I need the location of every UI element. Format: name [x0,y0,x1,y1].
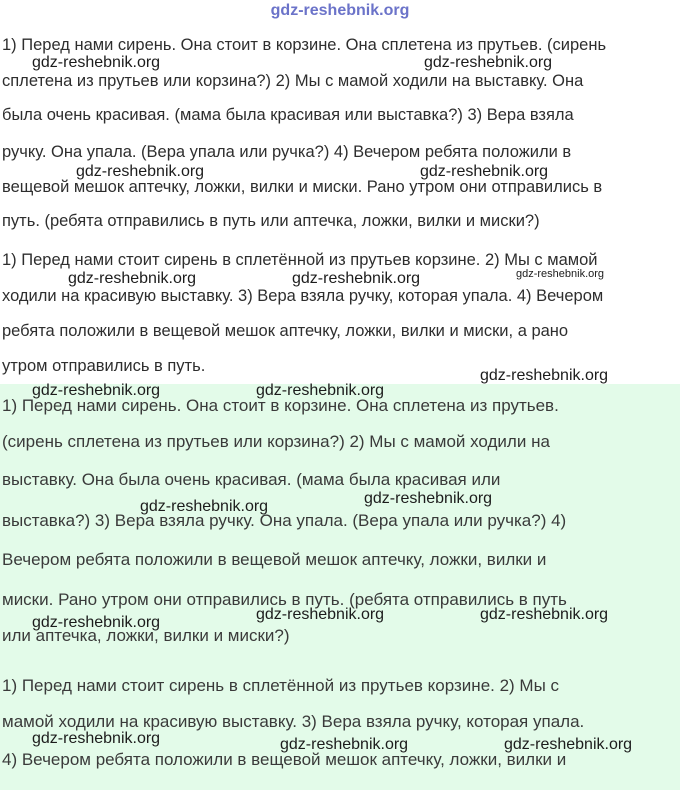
text-line: выставку. Она была очень красивая. (мама была красивая или [2,470,501,489]
text-line: 1) Перед нами сирень. Она стоит в корзине. Она сплетена из прутьев. (сирень [2,36,607,54]
text-line: путь. (ребята отправились в путь или аптечка, ложки, вилки и миски?) [2,212,540,230]
watermark: gdz-reshebnik.org [424,54,553,71]
watermark: gdz-reshebnik.org [68,270,197,287]
text-line: Вечером ребята положили в вещевой мешок аптечку, ложки, вилки и [2,550,547,569]
watermark: gdz-reshebnik.org [140,498,269,515]
watermark: gdz-reshebnik.org [420,163,549,180]
text-line: ручку. Она упала. (Вера упала или ручка?) 4) Вечером ребята положили в [2,143,572,161]
text-line: вещевой мешок аптечку, ложки, вилки и миски. Рано утром они отправились в [2,178,603,196]
watermark: gdz-reshebnik.org [32,730,161,747]
watermark: gdz-reshebnik.org [76,163,205,180]
watermark: gdz-reshebnik.org [32,382,161,399]
watermark: gdz-reshebnik.org [292,270,421,287]
site-header [0,0,680,26]
watermark: gdz-reshebnik.org [480,367,609,384]
watermark: gdz-reshebnik.org [32,614,161,631]
text-line: утром отправились в путь. [2,357,206,375]
text-line: сплетена из прутьев или корзина?) 2) Мы с мамой ходили на выставку. Она [2,72,584,90]
site-title[interactable]: gdz-reshebnik.org [270,2,410,19]
text-line: или аптечка, ложки, вилки и миски?) [2,626,290,645]
watermark: gdz-reshebnik.org [256,606,385,623]
watermark: gdz-reshebnik.org [504,736,633,753]
watermark: gdz-reshebnik.org [480,606,609,623]
text-line: миски. Рано утром они отправились в путь. (ребята отправились в путь [2,590,567,609]
text-line: ребята положили в вещевой мешок аптечку, ложки, вилки и миски, а рано [2,322,569,340]
text-line: 4) Вечером ребята положили в вещевой мешок аптечку, ложки, вилки и [2,750,567,769]
text-line: мамой ходили на красивую выставку. 3) Вера взяла ручку, которая упала. [2,712,585,731]
watermark: gdz-reshebnik.org [280,736,409,753]
watermark: gdz-reshebnik.org [516,268,605,280]
watermark: gdz-reshebnik.org [32,54,161,71]
watermark: gdz-reshebnik.org [364,490,493,507]
text-line: ходили на красивую выставку. 3) Вера взяла ручку, которая упала. 4) Вечером [2,287,604,305]
text-line: выставка?) 3) Вера взяла ручку. Она упала. (Вера упала или ручка?) 4) [2,511,567,530]
text-line: 1) Перед нами стоит сирень в сплетённой из прутьев корзине. 2) Мы с мамой [2,251,598,269]
text-line: 1) Перед нами сирень. Она стоит в корзине. Она сплетена из прутьев. [2,396,559,415]
text-line: (сирень сплетена из прутьев или корзина?) 2) Мы с мамой ходили на [2,432,550,451]
watermark: gdz-reshebnik.org [256,382,385,399]
text-line: 1) Перед нами стоит сирень в сплетённой из прутьев корзине. 2) Мы с [2,676,560,695]
text-line: была очень красивая. (мама была красивая или выставка?) 3) Вера взяла [2,106,574,124]
